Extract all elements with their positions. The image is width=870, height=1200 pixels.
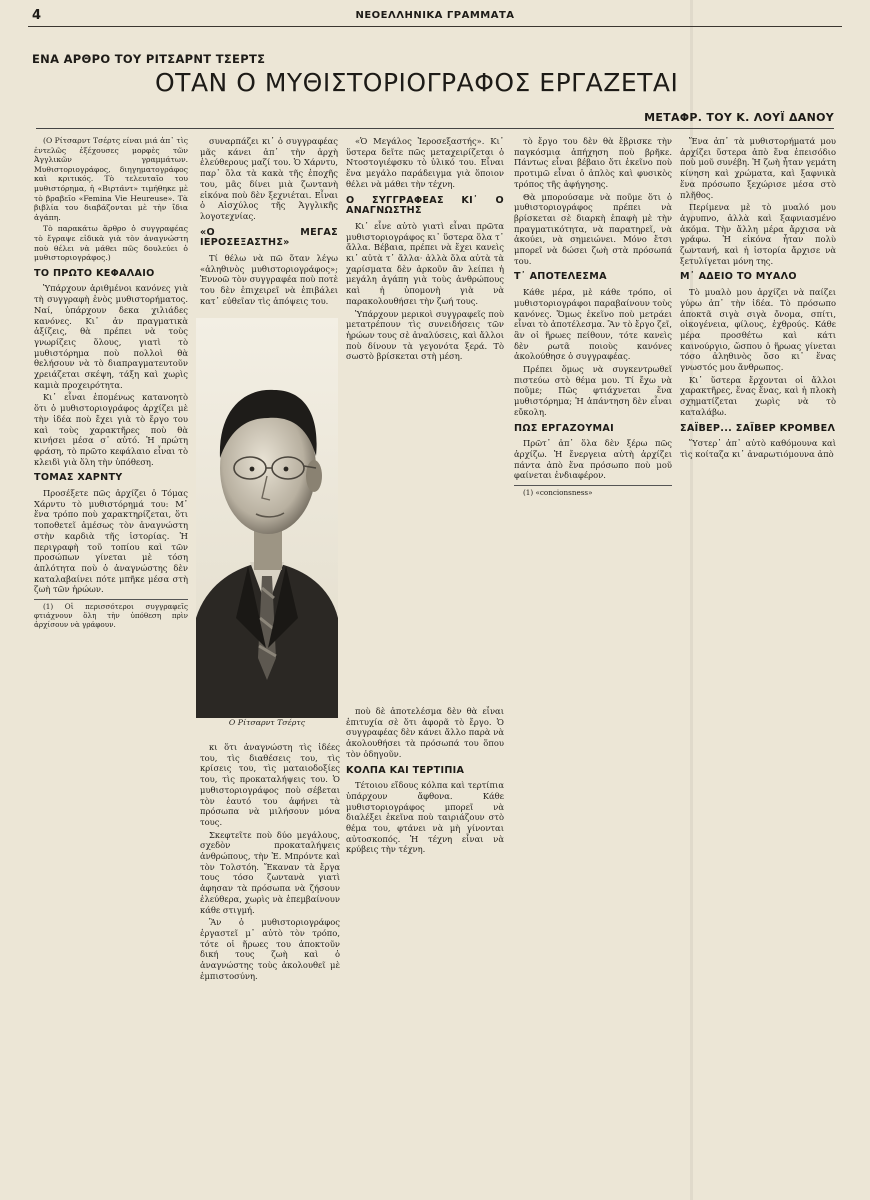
- section-heading: ΣΑΪΒΕΡ... ΣΑΪΒΕΡ ΚΡΟΜΒΕΛ: [680, 422, 836, 434]
- column-3-top: [346, 136, 504, 696]
- body-paragraph: Ἕνα ἀπ᾽ τὰ μυθιστορήματά μου ἀρχίζει ὕστερα ἀπὸ ἕνα ἐπεισόδιο ποὺ μοῦ συνέβη. Ἡ ζωὴ ἦταν γεμάτη κίνηση καὶ χρώματα, καὶ ξαφνικὰ ἕνα πρόσωπο ξεχώρισε μέσα στὸ πλῆθος.: [680, 136, 836, 200]
- intro-paragraph: (Ο Ρίτσαρντ Τσέρτς είναι μιά ἀπ᾽ τὶς ἐντελῶς ἐξέχουσες μορφὲς τῶν Ἀγγλικῶν γραμμάτων. Μυθιστοριογράφος, διηγηματογράφος καὶ κριτικός. Τὸ τελευταῖο του μυθιστόρημα, ἡ «Βιρτάντ» τιμήθηκε μὲ τὸ βραβεῖο «Femina Vie Heureuse». Τὰ βιβλία του διαβάζονται μὲ τὴν ἴδια ἀγάπη.: [34, 136, 188, 222]
- section-heading: ΠΩΣ ΕΡΓΑΖΟΥΜΑΙ: [514, 422, 615, 434]
- article-title: ΟΤΑΝ Ο ΜΥΘΙΣΤΟΡΙΟΓΡΑΦΟΣ ΕΡΓΑΖΕΤΑΙ: [155, 68, 679, 97]
- body-paragraph: Πρῶτ᾽ ἀπ᾽ ὅλα δὲν ξέρω πῶς ἀρχίζω. Ἡ ἔνεργεια αὐτὴ ἀρχίζει πάντα ἀπὸ ἕνα πρόσωπο ποὺ μοῦ φαίνεται ἐνδιαφέρον.: [514, 438, 672, 481]
- footnote: (1) Οἱ περισσότεροι συγγραφεῖς φτιάχνουν ὅλη τὴν ὑπόθεση πρὶν ἀρχίσουν νὰ γράφουν.: [34, 599, 188, 629]
- translator-credit: ΜΕΤΑΦΡ. ΤΟΥ Κ. ΛΟΥΪ ΔΑΝΟΥ: [644, 111, 834, 124]
- article-kicker: ΕΝΑ ΑΡΘΡΟ ΤΟΥ ΡΙΤΣΑΡΝΤ ΤΣΕΡΤΣ: [32, 52, 266, 66]
- intro-paragraph-2: Τὸ παρακάτω ἄρθρο ὁ συγγραφέας τὸ ἔγραψε εἰδικὰ γιὰ τὸν ἀναγνώστη ποὺ θέλει νὰ μάθει πῶς δουλεύει ὁ μυθιστοριογράφος.): [34, 224, 188, 263]
- footnote: (1) «concionsness»: [514, 485, 672, 497]
- portrait-image: [196, 318, 338, 718]
- body-paragraph: Ὑπάρχουν ἀριθμένοι κανόνες γιὰ τὴ συγγραφὴ ἑνὸς μυθιστορήματος. Ναί, ὑπάρχουν δεκα χιλιάδες κανόνες. Κι᾽ ἀν πραγματικὰ ἀξίζεις, θὰ πρέπει νὰ τοὺς γνωρίζεις ὅλους, γιατὶ τὸ μυθιστόρημα ποὺ πολλοὶ θὰ θελήσουν νὰ τὸ διαπραγματευτοῦν χρειάζεται σκέψη, τάξη καὶ χωρὶς καμιὰ προχειρότητα.: [34, 283, 188, 390]
- body-paragraph: Τέτοιου εἴδους κόλπα καὶ τερτίπια ὑπάρχουν ἄφθονα. Κάθε μυθιστοριογράφος μπορεῖ νὰ διαλέξει ἐκεῖνα ποὺ ταιριάζουν στὸ θέμα του, φτάνει νὰ μὴ γίνονται αὐτοσκοπός. Ἡ τέχνη εἶναι νὰ κρύβεις τὴν τέχνη.: [346, 780, 504, 855]
- body-paragraph: Κάθε μέρα, μὲ κάθε τρόπο, οἱ μυθιστοριογράφοι παραβαίνουν τοὺς κανόνες. Ὅμως ἐκεῖνο ποὺ μετράει εἶναι τὸ ἀποτέλεσμα. Ἂν τὸ ἔργο ζεῖ, ἂν οἱ ἥρωες πείθουν, τότε κανεὶς δὲν ρωτᾶ ποιοὺς κανόνες ἀκολούθησε ὁ συγγραφέας.: [514, 287, 672, 362]
- body-paragraph: Κι᾽ εἶνε αὐτὸ γιατὶ εἶναι πρῶτα μυθιστοριογράφος κι᾽ ὕστερα ὅλα τ᾽ ἄλλα. Βέβαια, πρέπει νὰ ἔχει κανεὶς κι᾽ αὐτὰ τ᾽ ἄλλα· ἀλλὰ ὅλα αὐτὰ τὰ χαρίσματα δὲν ἀρκοῦν ἂν λείπει ἡ μεγάλη ἀγάπη γιὰ τοὺς ἀνθρώπους καὶ ἡ ὑπομονὴ γιὰ νὰ παρακολουθήσει τὴν ζωή τους.: [346, 220, 504, 306]
- masthead: ΝΕΟΕΛΛΗΝΙΚΑ ΓΡΑΜΜΑΤΑ: [355, 10, 515, 21]
- section-heading: Τ᾽ ΑΠΟΤΕΛΕΣΜΑ: [514, 271, 607, 283]
- body-paragraph: «Ὁ Μεγάλος Ἰεροσεξαστής». Κι᾽ ὕστερα δεῖτε πῶς μεταχειρίζεται ὁ Ντοστογιέφσκυ τὸ ὑλικό του. Εἶναι ἕνα μεγάλο παράδειγμα γιὰ ὅποιον θέλει νὰ μάθει τὴν τέχνη.: [346, 136, 504, 189]
- author-portrait: [196, 318, 338, 718]
- column-2-bottom: [200, 742, 340, 1180]
- body-paragraph: Τί θέλω νὰ πῶ ὅταν λέγω «ἀληθινὸς μυθιστοριογράφος»; Ἐννοῶ τὸν συγγραφέα ποὺ ποτὲ του δὲν ἐπιχειρεῖ νὰ ἐπιβάλει κατ᾽ εὐθεῖαν τὶς ἀπόψεις του.: [200, 253, 338, 306]
- body-paragraph: κι ὅτι ἀναγνώστη τὶς ἰδέες του, τὶς διαθέσεις του, τὶς κρίσεις του, τὶς ματαιοδοξίες του, τὶς προκαταλήψεις του. Ὁ μυθιστοριογράφος ποὺ σέβεται τὸν ἑαυτό του ἀφήνει τὰ πρόσωπα νὰ μιλήσουν μόνα τους.: [200, 742, 340, 827]
- column-3-bottom: [346, 706, 504, 1180]
- page-number: 4: [32, 8, 42, 23]
- column-1: [34, 136, 188, 1180]
- body-paragraph: Κι᾽ ὕστερα ἔρχονται οἱ ἄλλοι χαρακτῆρες, ἕνας ἕνας, καὶ ἡ πλοκὴ σχηματίζεται χωρὶς νὰ τὸ καταλάβω.: [680, 374, 836, 417]
- body-paragraph: Σκεφτεῖτε ποὺ δύο μεγάλους, σχεδὸν προκαταλήψεις ἀνθρώπους, τὴν Ἐ. Μπρόντε καὶ τὸν Τολστόη. Ἔκαναν τὰ ἔργα τους τόσο ζωντανὰ γιατὶ ἀφησαν τὰ πρόσωπα νὰ ζήσουν ἐλεύθερα, χωρὶς νὰ ἐπεμβαίνουν κάθε στιγμή.: [200, 829, 340, 915]
- body-paragraph: Προσέξετε πῶς ἀρχίζει ὁ Τόμας Χάρντυ τὸ μυθιστόρημά του: Μ᾽ ἕνα τρόπο ποὺ χαρακτηρίζεται, ὅτι τοποθετεῖ ἀμέσως τὸν ἀναγνώστη στὴν καρδιὰ τῆς ἱστορίας. Ἡ περιγραφὴ τοῦ τοπίου καὶ τῶν προσώπων γίνεται μὲ τόση ἀπλότητα ποὺ ὁ ἀναγνώστης δὲν καταλαβαίνει πότε μπῆκε μέσα στὴ ζωὴ τῶν ἡρώων.: [34, 488, 188, 595]
- photo-caption: Ο Ρίτσαρντ Τσέρτς: [228, 718, 306, 727]
- body-paragraph: συναρπάζει κι᾽ ὁ συγγραφέας μᾶς κάνει ἀπ᾽ τὴν ἀρχὴ ἐλεύθερους μαζί του. Ὁ Χάρντυ, παρ᾽ ὅλα τὰ κακὰ τῆς ἐποχῆς του, μᾶς δίνει μιὰ ζωντανὴ εἰκόνα ποὺ δὲν ξεχνιέται. Εἶναι ὁ Αἰσχύλος τῆς Ἀγγλικῆς λογοτεχνίας.: [200, 136, 338, 221]
- column-2-top: [200, 136, 338, 311]
- body-paragraph: Θὰ μπορούσαμε νὰ ποῦμε ὅτι ὁ μυθιστοριογράφος πρέπει νὰ βρίσκεται σὲ διαρκὴ ἐπαφὴ μὲ τὴν πραγματικότητα, νὰ παρατηρεῖ, νὰ ἀκούει, νὰ σημειώνει. Μόνο ἔτσι μπορεῖ νὰ δώσει ζωὴ στὰ πρόσωπά του.: [514, 191, 672, 266]
- section-heading: ΤΟΜΑΣ ΧΑΡΝΤΥ: [34, 472, 123, 484]
- body-paragraph: Περίμενα μὲ τὸ μυαλό μου ἀγρυπνο, ἀλλὰ καὶ ξαφνιασμένο ἀκόμα. Τὴν ἄλλη μέρα ἄρχισα νὰ γράφω. Ἡ εἰκόνα ἦταν πολὺ ζωντανή, καὶ ἡ ἱστορία ἄρχισε νὰ ξετυλίγεται μόνη της.: [680, 202, 836, 266]
- running-header: [28, 6, 842, 27]
- body-paragraph: Κι᾽ εἶναι ἐπομένως κατανοητὸ ὅτι ὁ μυθιστοριογράφος ἀρχίζει μὲ τὴν ἰδέα ποὺ ἔχει γιὰ τὸ ἔργο του καὶ τοὺς χαρακτῆρες ποὺ θὰ κινήσει μέσα σ᾽ αὐτό. Ἡ πρώτη φράση, τὸ πρῶτο κεφάλαιο εἶναι τὸ κλειδὶ γιὰ ὅλη τὴν ὑπόθεση.: [34, 392, 188, 467]
- body-paragraph: Ὑπάρχουν μερικοὶ συγγραφεῖς ποὺ μετατρέπουν τὶς συνειδήσεις τῶν ἡρώων τους σὲ ἀναλύσεις, καὶ ἄλλοι ποὺ δίνουν τὰ γεγονότα ξερά. Τὸ σωστὸ βρίσκεται στὴ μέση.: [346, 308, 504, 362]
- body-paragraph: Ὕστερ᾽ ἀπ᾽ αὐτὸ καθόμουνα καὶ τὶς κοίταζα κι᾽ ἀναρωτιόμουνα ἀπὸ: [680, 438, 836, 459]
- body-paragraph: Τὸ μυαλὸ μου ἀρχίζει νὰ παίζει γύρω ἀπ᾽ τὴν ἰδέα. Τὸ πρόσωπο ἀποκτᾶ σιγὰ σιγὰ ὄνομα, σπίτι, οἰκογένεια, φίλους, ἐχθρούς. Κάθε μέρα προσθέτω καὶ κάτι καινούργιο, ὥσπου ὁ ἥρωας γίνεται τόσο ἀληθινὸς ὅσο κι᾽ ἕνας γνωστός μου ἄνθρωπος.: [680, 287, 836, 373]
- column-5: [680, 136, 836, 1180]
- section-heading: Μ᾽ ΑΔΕΙΟ ΤΟ ΜΥΑΛΟ: [680, 271, 797, 283]
- section-heading: ΚΟΛΠΑ ΚΑΙ ΤΕΡΤΙΠΙΑ: [346, 764, 465, 776]
- body-paragraph: Ἂν ὁ μυθιστοριογράφος ἐργαστεῖ μ᾽ αὐτὸ τὸν τρόπο, τότε οἱ ἥρωες του ἀποκτοῦν δική τους ζωὴ καὶ ὁ ἀναγνώστης τοὺς ἀκολουθεῖ μὲ ἐμπιστοσύνη.: [200, 917, 340, 981]
- body-paragraph: τὸ ἔργο του δὲν θὰ ἔβρισκε τὴν παγκόσμια ἀπήχηση ποὺ βρῆκε. Πάντως εἶναι βέβαιο ὅτι ἐκεῖνο ποὺ προτιμῶ εἶναι ὁ ἀπλὸς καὶ φυσικὸς τρόπος τῆς ἀφήγησης.: [514, 136, 672, 189]
- section-heading: ΤΟ ΠΡΩΤΟ ΚΕΦΑΛΑΙΟ: [34, 267, 155, 279]
- body-paragraph: Πρέπει ὅμως νὰ συγκεντρωθεῖ πιστεύω στὸ θέμα μου. Τί ἔχω νὰ ποῦμε; Πῶς φτιάχνεται ἕνα μυθιστόρημα; Ἡ ἀπάντηση δὲν εἶναι εὔκολη.: [514, 364, 672, 417]
- header-rule: [36, 128, 834, 129]
- section-heading: «Ο ΜΕΓΑΣ ΙΕΡΟΣΕΞΑΣΤΗΣ»: [200, 226, 338, 249]
- section-heading: Ο ΣΥΓΓΡΑΦΕΑΣ ΚΙ᾽ Ο ΑΝΑΓΝΩΣΤΗΣ: [346, 194, 504, 217]
- body-paragraph: ποὺ δὲ ἀποτελέσμα δὲν θὰ εἶναι ἐπιτυχία σὲ ὅτι ἀφορᾶ τὸ ἔργο. Ὁ συγγραφέας δὲν κάνει ἄλλο παρὰ νὰ ἀκολουθήσει τὰ πρόσωπά του ὅπου τὸν ὁδηγοῦν.: [346, 706, 504, 759]
- column-4: [514, 136, 672, 1180]
